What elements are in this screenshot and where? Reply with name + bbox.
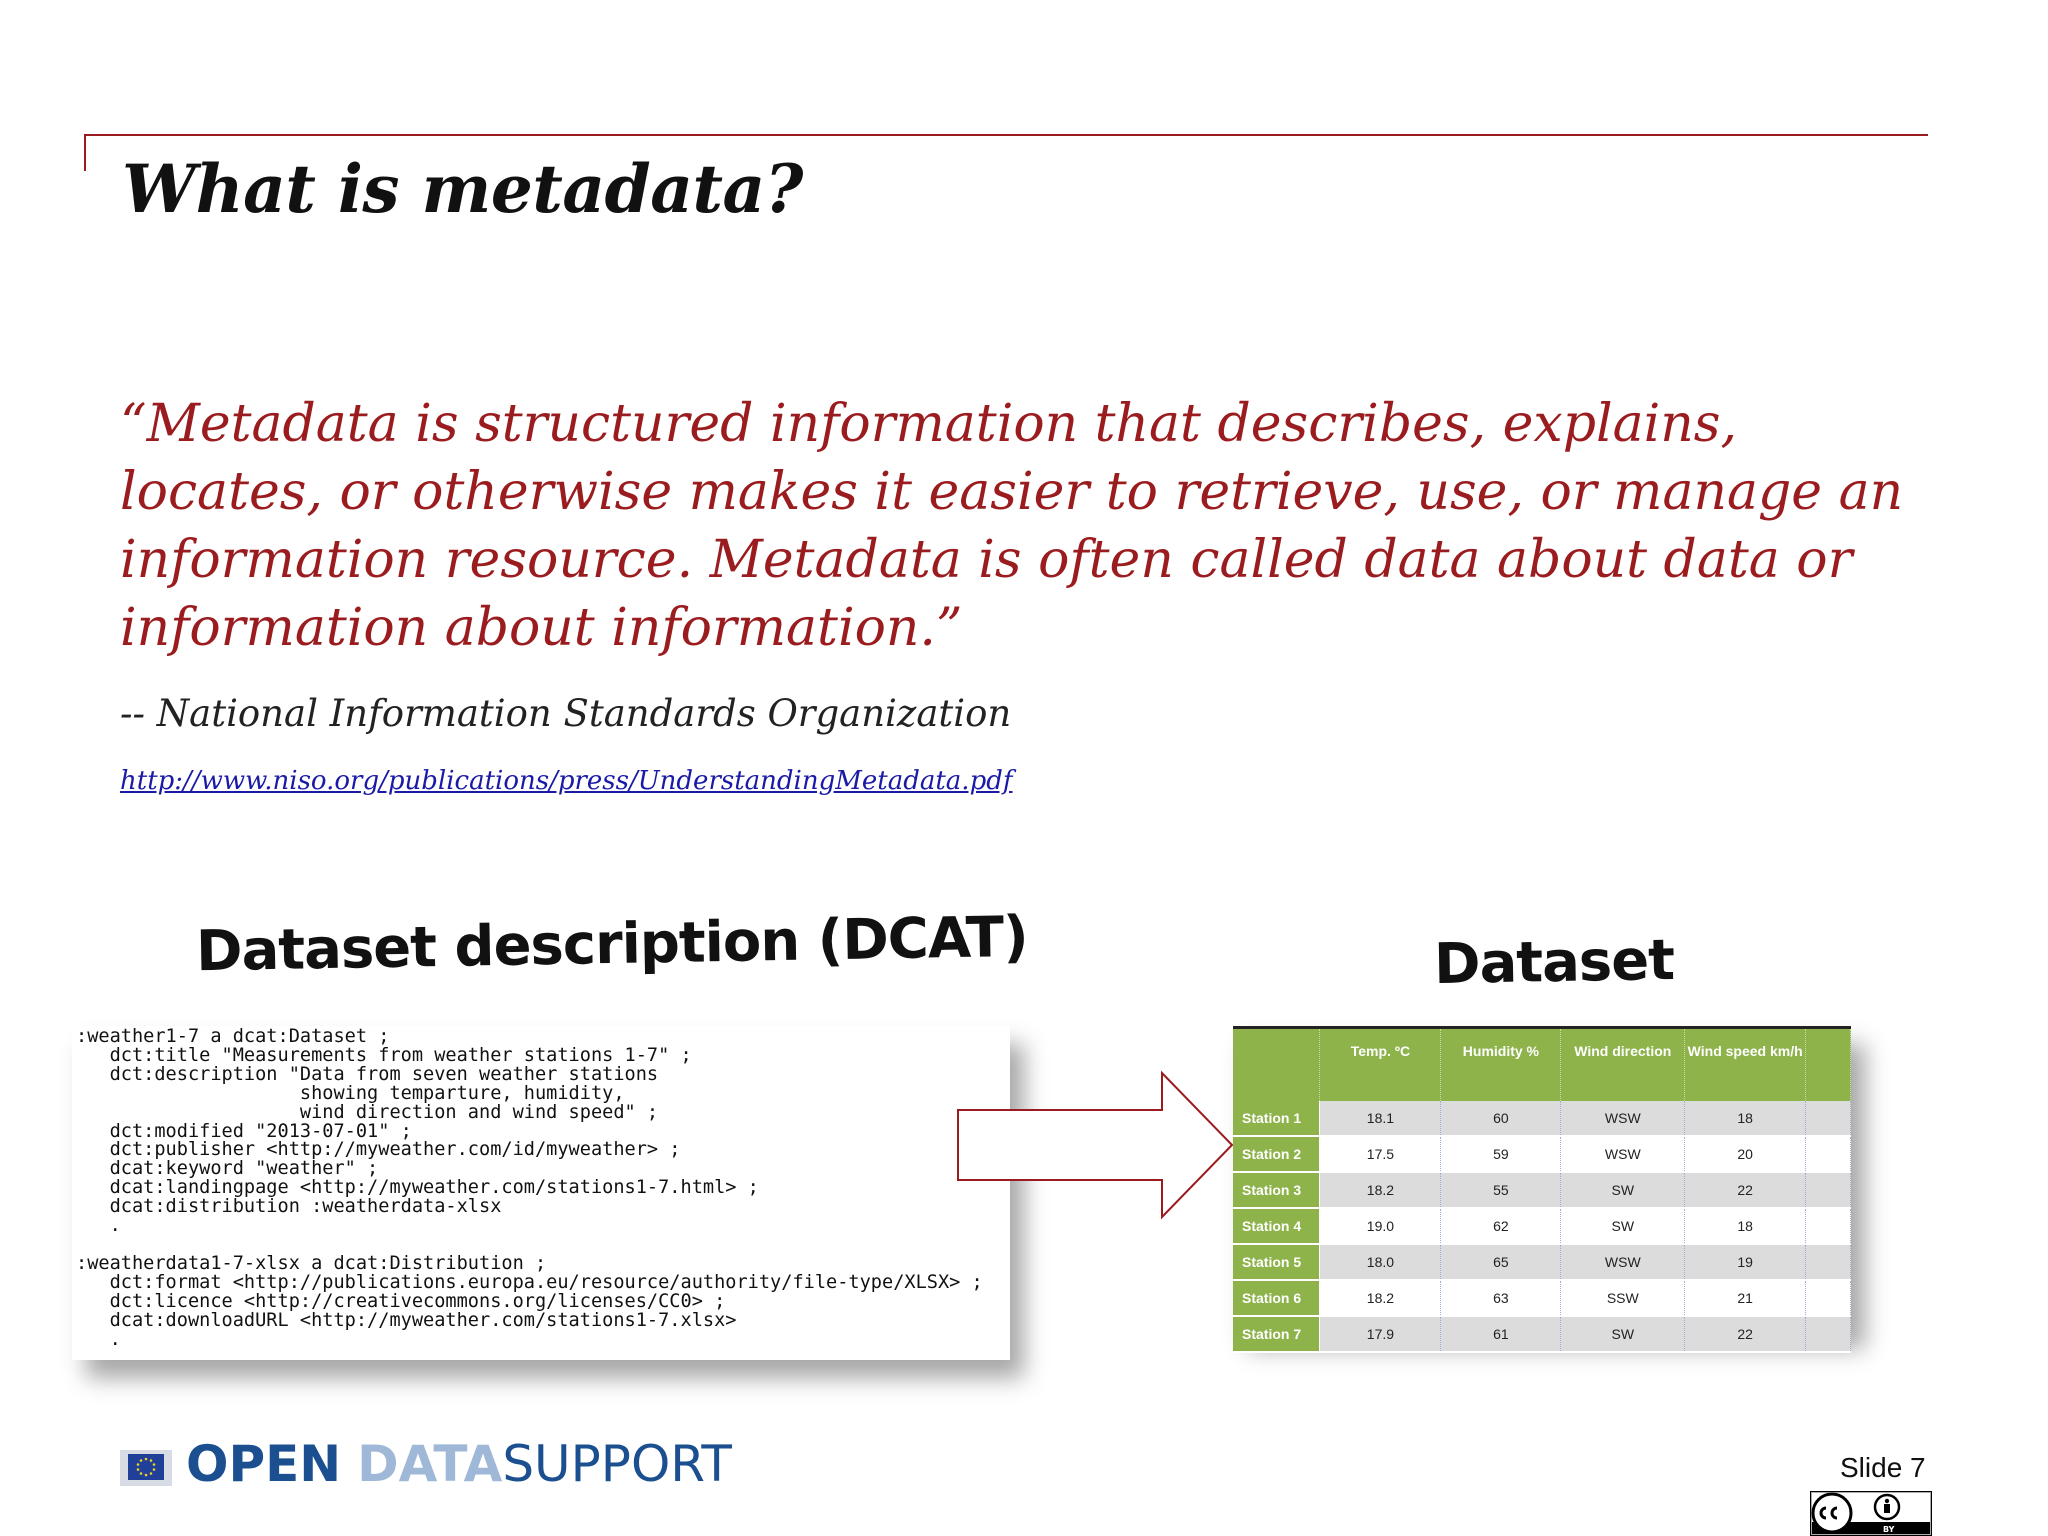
- table-cell-empty: [1806, 1280, 1851, 1316]
- table-header-cell: Wind speed km/h: [1685, 1029, 1806, 1101]
- table-cell: 19.0: [1320, 1208, 1441, 1244]
- table-cell: 19: [1685, 1244, 1806, 1280]
- table-cell: SW: [1561, 1172, 1685, 1208]
- station-cell: Station 6: [1233, 1280, 1320, 1316]
- table-cell: 18.2: [1320, 1172, 1441, 1208]
- table-cell-empty: [1806, 1136, 1851, 1172]
- station-cell: Station 3: [1233, 1172, 1320, 1208]
- table-cell: WSW: [1561, 1101, 1685, 1136]
- table-cell-empty: [1806, 1172, 1851, 1208]
- table-cell: 22: [1685, 1316, 1806, 1352]
- table-header-row: [1233, 1029, 1851, 1101]
- header-rule-tick: [84, 134, 86, 171]
- station-cell: Station 5: [1233, 1244, 1320, 1280]
- table-row: [1233, 1172, 1851, 1208]
- logo-support-text: SUPPORT: [502, 1435, 732, 1493]
- table-cell-empty: [1806, 1244, 1851, 1280]
- dcat-code: :weather1-7 a dcat:Dataset ; dct:title "Measurements from weather stations 1-7" ; dct:description "Data from seven weather stations showing temparture, humidity, wind direction and wind speed" ; dct:modified "2013-07-01" ; dct:publisher <http://myweather.com/id/myweather> ; dcat:keyword "weather" ; dcat:landingpage <http://myweather.com/stations1-7.html> ; dcat:distribution :weatherdata-xlsx . :weatherdata1-7-xlsx a dcat:Distribution ; dct:format <http://publications.europa.eu/resource/authority/file-type/XLSX> ; dct:licence <http://creativecommons.org/licenses/CC0> ; dcat:downloadURL <http://myweather.com/stations1-7.xlsx> .: [76, 1026, 983, 1350]
- slide-title: What is metadata?: [122, 150, 803, 228]
- table-cell: 18.2: [1320, 1280, 1441, 1316]
- table-cell: 62: [1441, 1208, 1561, 1244]
- table-cell: 18.1: [1320, 1101, 1441, 1136]
- table-header-cell: Temp. ºC: [1320, 1029, 1441, 1101]
- table-row: [1233, 1136, 1851, 1172]
- eu-flag-icon: [120, 1450, 172, 1486]
- header-rule: [84, 134, 1928, 136]
- table-cell: 21: [1685, 1280, 1806, 1316]
- table-body: [1233, 1101, 1851, 1352]
- table-cell: 18: [1685, 1208, 1806, 1244]
- table-header-cell: Humidity %: [1441, 1029, 1561, 1101]
- table-cell: 59: [1441, 1136, 1561, 1172]
- table-row: [1233, 1316, 1851, 1352]
- table-cell: SSW: [1561, 1280, 1685, 1316]
- table-cell: SW: [1561, 1208, 1685, 1244]
- dataset-table: [1233, 1029, 1851, 1353]
- table-cell: SW: [1561, 1316, 1685, 1352]
- table-cell: 22: [1685, 1172, 1806, 1208]
- station-cell: Station 2: [1233, 1136, 1320, 1172]
- table-row: [1233, 1280, 1851, 1316]
- station-cell: Station 4: [1233, 1208, 1320, 1244]
- table-cell: WSW: [1561, 1244, 1685, 1280]
- dcat-code-panel: [72, 1026, 1010, 1360]
- table-cell: 18: [1685, 1101, 1806, 1136]
- table-row: [1233, 1244, 1851, 1280]
- table-cell: 18.0: [1320, 1244, 1441, 1280]
- table-header-cell: [1233, 1029, 1320, 1101]
- table-cell-empty: [1806, 1101, 1851, 1136]
- table-cell: 17.5: [1320, 1136, 1441, 1172]
- logo-wordmark: [186, 1436, 732, 1492]
- table-row: [1233, 1208, 1851, 1244]
- table-cell: 20: [1685, 1136, 1806, 1172]
- station-cell: Station 1: [1233, 1101, 1320, 1136]
- definition-quote: “Metadata is structured information that describes, explains, locates, or otherwise makes it easier to retrieve, use, or manage an information resource. Metadata is often called data about data or information about information.”: [120, 394, 1904, 658]
- table-cell: 61: [1441, 1316, 1561, 1352]
- table-cell: 63: [1441, 1280, 1561, 1316]
- table-cell-empty: [1806, 1316, 1851, 1352]
- svg-text:BY: BY: [1883, 1525, 1895, 1534]
- logo-open-text: OPEN: [186, 1435, 342, 1493]
- table-cell: 17.9: [1320, 1316, 1441, 1352]
- table-header-cell: Wind direction: [1561, 1029, 1685, 1101]
- slide-number: Slide 7: [1840, 1452, 1926, 1483]
- logo-data-text: DATA: [357, 1435, 503, 1493]
- quote-attribution: -- National Information Standards Organization: [120, 692, 1012, 735]
- right-arrow-icon: [956, 1070, 1236, 1220]
- table-cell: WSW: [1561, 1136, 1685, 1172]
- dataset-heading: Dataset: [1433, 927, 1675, 998]
- table-cell-empty: [1806, 1208, 1851, 1244]
- cc-by-icon: [1810, 1491, 1932, 1536]
- dcat-heading: Dataset description (DCAT): [195, 904, 1029, 985]
- dataset-table-panel: [1233, 1026, 1851, 1342]
- table-row: [1233, 1101, 1851, 1136]
- station-cell: Station 7: [1233, 1316, 1320, 1352]
- table-cell: 55: [1441, 1172, 1561, 1208]
- source-link[interactable]: http://www.niso.org/publications/press/UnderstandingMetadata.pdf: [120, 766, 1013, 796]
- table-cell: 60: [1441, 1101, 1561, 1136]
- table-cell: 65: [1441, 1244, 1561, 1280]
- table-header-cell: [1806, 1029, 1851, 1101]
